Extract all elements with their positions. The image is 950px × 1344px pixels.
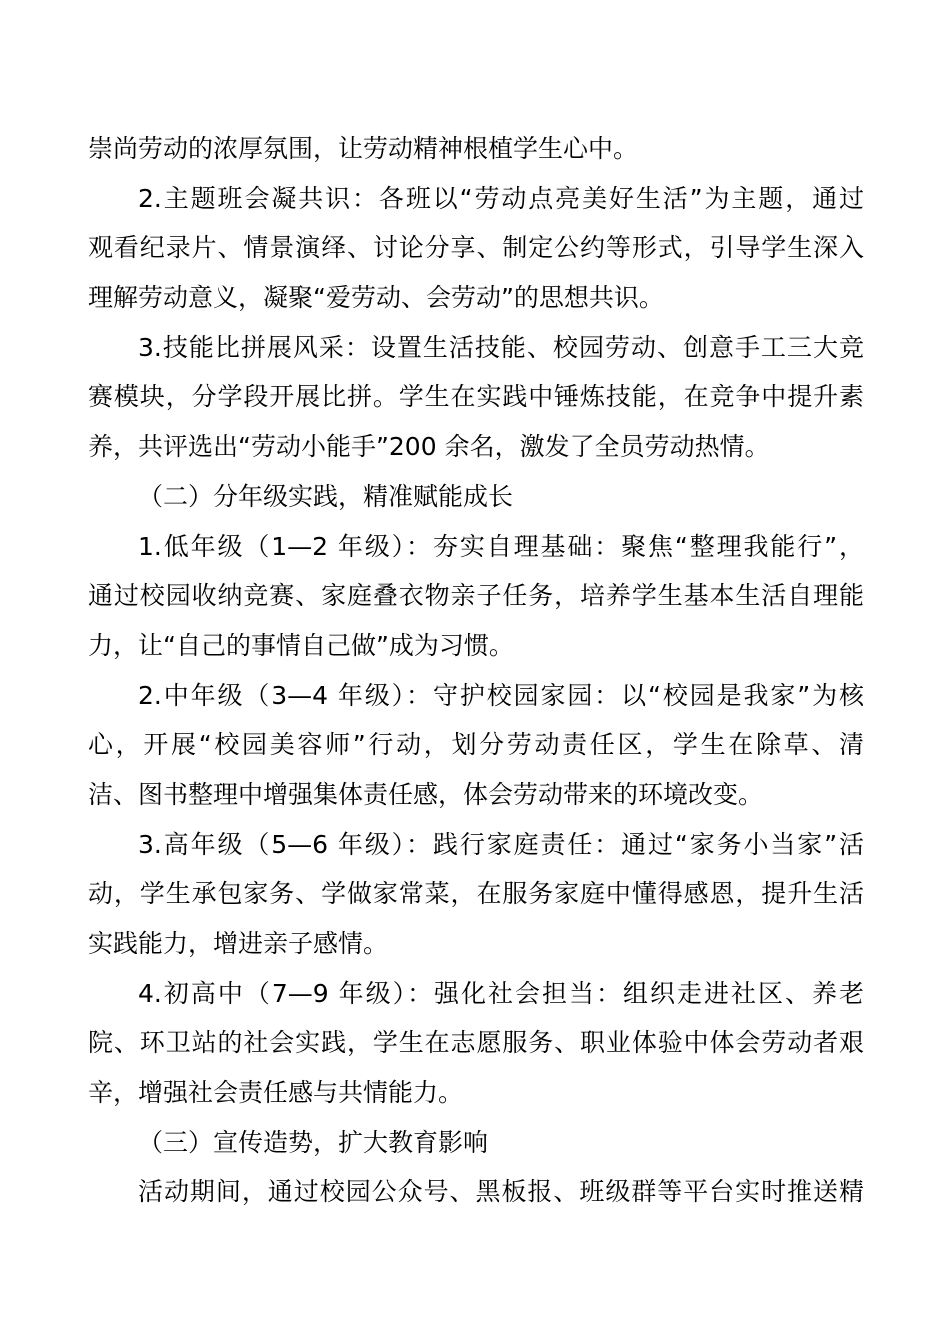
paragraph-line: 赛模块，分学段开展比拼。学生在实践中锤炼技能，在竞争中提升素 [88, 382, 864, 412]
paragraph-line: 实践能力，增进亲子感情。 [88, 929, 389, 958]
section-heading: （三）宣传造势，扩大教育影响 [138, 1127, 489, 1157]
paragraph-line: 3.技能比拼展风采：设置生活技能、校园劳动、创意手工三大竞 [138, 332, 864, 362]
section-heading: （二）分年级实践，精准赋能成长 [138, 481, 514, 511]
document-body [88, 124, 864, 1217]
paragraph-line: 心，开展“校园美容师”行动，划分劳动责任区，学生在除草、清 [88, 730, 864, 760]
paragraph-line: 力，让“自己的事情自己做”成为习惯。 [88, 630, 514, 660]
paragraph-line: 观看纪录片、情景演绎、讨论分享、制定公约等形式，引导学生深入 [88, 233, 864, 263]
paragraph-line: 崇尚劳动的浓厚氛围，让劳动精神根植学生心中。 [88, 134, 639, 163]
paragraph-line: 1.低年级（1—2 年级）：夯实自理基础：聚焦“整理我能行”， [138, 531, 864, 561]
paragraph-line: 3.高年级（5—6 年级）：践行家庭责任：通过“家务小当家”活 [138, 829, 864, 859]
paragraph-line: 活动期间，通过校园公众号、黑板报、班级群等平台实时推送精 [138, 1177, 864, 1207]
paragraph-line: 动，学生承包家务、学做家常菜，在服务家庭中懂得感恩，提升生活 [88, 879, 864, 909]
paragraph-line: 理解劳动意义，凝聚“爱劳动、会劳动”的思想共识。 [88, 283, 664, 313]
paragraph-line: 院、环卫站的社会实践，学生在志愿服务、职业体验中体会劳动者艰 [88, 1028, 864, 1058]
paragraph-line: 辛，增强社会责任感与共情能力。 [88, 1078, 464, 1108]
paragraph-line: 养，共评选出“劳动小能手”200 余名，激发了全员劳动热情。 [88, 432, 770, 462]
paragraph-line: 2.中年级（3—4 年级）：守护校园家园：以“校园是我家”为核 [138, 680, 864, 710]
paragraph-line: 洁、图书整理中增强集体责任感，体会劳动带来的环境改变。 [88, 779, 764, 809]
paragraph-line: 2.主题班会凝共识：各班以“劳动点亮美好生活”为主题，通过 [138, 183, 864, 213]
paragraph-line: 4.初高中（7—9 年级）：强化社会担当：组织走进社区、养老 [138, 978, 864, 1008]
paragraph-line: 通过校园收纳竞赛、家庭叠衣物亲子任务，培养学生基本生活自理能 [88, 581, 864, 611]
